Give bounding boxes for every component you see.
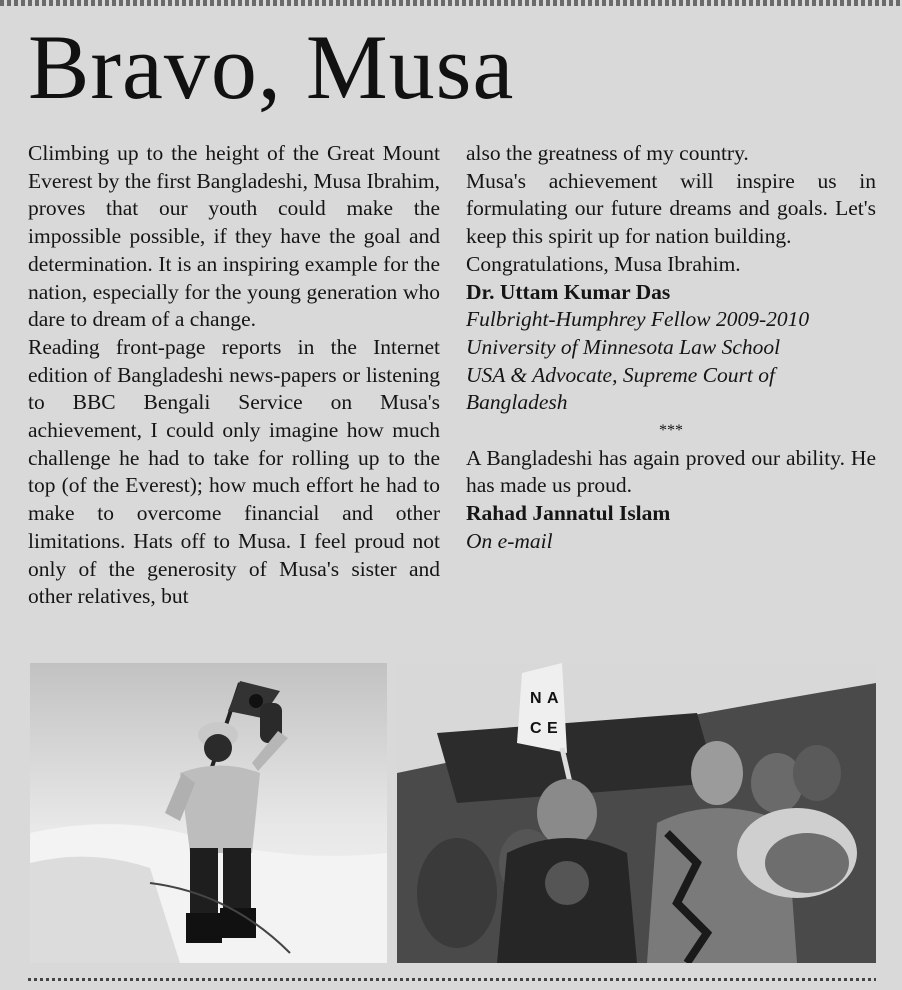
photo-climber-on-summit — [30, 663, 387, 963]
letter1-author-title-line: Bangladesh — [466, 390, 568, 415]
letter-column-right — [466, 140, 876, 556]
letter1-author-title-line: University of Minnesota Law School — [466, 334, 781, 359]
letter1-paragraph-2: Reading front-page reports in the Internet edition of Bangladeshi news-papers or listening to BBC Bengali Service on Musa's achievement, I could only imagine how much challenge he had to take for rolling up to the top (of the Everest); how much effort he had to make to overcome financial and other limitations. Hats off to Musa. I feel proud not only of the generosity of Musa's sister and other relatives, but — [28, 334, 440, 609]
flag-letter: A — [547, 690, 559, 707]
letter1-author-name: Dr. Uttam Kumar Das — [466, 279, 671, 304]
photo-musa-welcome-crowd — [397, 663, 876, 963]
letter2-author-source: On e-mail — [466, 528, 553, 553]
bottom-dotted-rule — [28, 978, 876, 981]
climber-illustration — [30, 663, 387, 963]
section-separator: *** — [659, 422, 683, 440]
letter1-paragraph-1: Climbing up to the height of the Great Mount Everest by the first Bangladeshi, Musa Ibrahim, proves that our youth could make the impossible possible, if they have the goal and determination. It is an inspiring example for the nation, especially for the young generation who dare to dream of a change. — [28, 141, 440, 332]
letter2-author-name: Rahad Jannatul Islam — [466, 501, 671, 526]
letter1-paragraph-3: also the greatness of my country. — [466, 141, 749, 165]
flag-letter: C — [530, 720, 542, 737]
flag-letter: E — [547, 720, 558, 737]
letter1-author-title-line: Fulbright-Humphrey Fellow 2009-2010 — [466, 307, 810, 332]
headline: Bravo, Musa — [28, 16, 515, 118]
letter2-text: A Bangladeshi has again proved our ability. He has made us proud. — [466, 445, 876, 498]
crowd-illustration — [397, 663, 876, 963]
letter1-author-title-line: USA & Advocate, Supreme Court of — [466, 362, 775, 387]
flag-letter: N — [530, 690, 542, 707]
letter-column-left — [28, 140, 440, 611]
top-dotted-rule — [0, 0, 902, 6]
letter1-paragraph-5: Congratulations, Musa Ibrahim. — [466, 251, 741, 276]
letter1-paragraph-4: Musa's achievement will inspire us in formulating our future dreams and goals. Let's keep this spirit up for nation building. — [466, 168, 876, 249]
